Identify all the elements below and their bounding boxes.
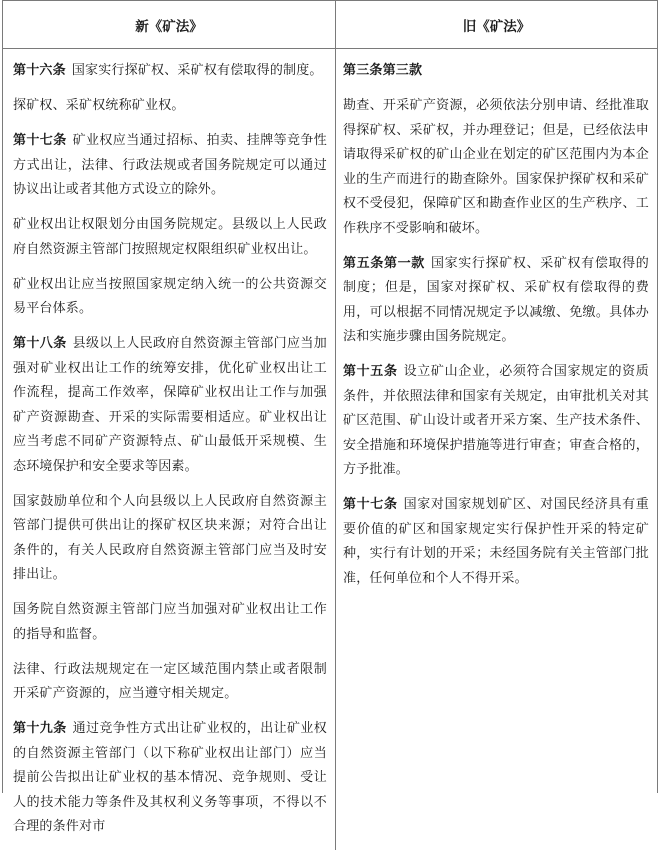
new-law-column-header: 新《矿法》 (3, 1, 336, 49)
comparison-table (2, 0, 658, 834)
article-text: 探矿权、采矿权统称矿业权。 (13, 98, 185, 113)
article-number: 第十九条 (13, 721, 67, 736)
new-law-paragraph (13, 213, 327, 262)
article-number: 第十七条 (343, 497, 398, 512)
old-law-paragraph (343, 493, 649, 591)
old-law-paragraph (343, 59, 649, 84)
article-text: 矿业权出让应当按照国家规定纳入统一的公共资源交易平台体系。 (13, 276, 327, 316)
old-law-column (336, 49, 657, 850)
article-number: 第五条第一款 (343, 255, 425, 271)
article-text: 国家实行探矿权、采矿权有偿取得的制度。 (71, 63, 323, 78)
article-text: 设立矿山企业，必须符合国家规定的资质条件，并依照法律和国家有关规定，由审批机关对其矿区范围、矿山设计或者开采方案、生产技术条件、安全措施和环境保护措施等进行审查；审查合格的，方予批准。 (343, 364, 649, 477)
article-text: 国家对国家规划矿区、对国民经济具有重要价值的矿区和国家规定实行保护性开采的特定矿种，实行有计划的开采；未经国务院有关主管部门批准，任何单位和个人不得开采。 (343, 497, 649, 586)
new-law-paragraph (13, 129, 327, 203)
article-text: 勘查、开采矿产资源，必须依法分别申请、经批准取得探矿权、采矿权，并办理登记；但是，已经依法申请取得采矿权的矿山企业在划定的矿区范围内为本企业的生产而进行的勘查除外。国家保护探矿权和采矿权不受侵犯，保障矿区和勘查作业区的生产秩序、工作秩序不受影响和破坏。 (343, 98, 649, 236)
new-law-paragraph (13, 490, 327, 588)
old-law-paragraph (343, 94, 649, 241)
article-text: 国务院自然资源主管部门应当加强对矿业权出让工作的指导和监督。 (13, 602, 327, 642)
article-text: 县级以上人民政府自然资源主管部门应当加强对矿业权出让工作的统筹安排，优化矿业权出让工作流程，提高工作效率，保障矿业权出让工作与加强矿产资源勘查、开采的实际需要相适应。矿业权出让应当考虑不同矿产资源特点、矿山最低开采规模、生态环境保护和安全要求等因素。 (13, 336, 327, 474)
new-law-paragraph (13, 717, 327, 840)
article-number: 第十五条 (343, 364, 398, 379)
new-law-paragraph (13, 598, 327, 647)
article-text: 矿业权出让权限划分由国务院规定。县级以上人民政府自然资源主管部门按照规定权限组织矿业权出让。 (13, 217, 327, 257)
article-text: 矿业权应当通过招标、拍卖、挂牌等竞争性方式出让，法律、行政法规或者国务院规定可以通过协议出让或者其他方式设立的除外。 (13, 133, 327, 197)
article-text: 国家实行探矿权、采矿权有偿取得的制度；但是，国家对探矿权、采矿权有偿取得的费用，可以根据不同情况规定予以减缴、免缴。具体办法和实施步骤由国务院规定。 (343, 255, 650, 344)
old-law-paragraph (343, 360, 649, 483)
old-law-paragraph (343, 252, 649, 350)
new-law-column (3, 49, 336, 850)
new-law-paragraph (13, 658, 327, 707)
new-law-paragraph (13, 94, 327, 119)
article-number: 第十七条 (13, 133, 67, 148)
article-number: 第十六条 (13, 63, 66, 78)
new-law-paragraph (13, 59, 327, 84)
article-number: 第十八条 (13, 336, 67, 351)
article-number: 第三条第三款 (343, 63, 423, 78)
old-law-column-header: 旧《矿法》 (336, 1, 657, 49)
new-law-paragraph (13, 273, 327, 322)
article-text: 通过竞争性方式出让矿业权的，出让矿业权的自然资源主管部门（以下称矿业权出让部门）应当提前公告拟出让矿业权的基本情况、竞争规则、受让人的技术能力等条件及其权利义务等事项，不得以不合理的条件对市 (13, 721, 327, 834)
article-text: 法律、行政法规规定在一定区域范围内禁止或者限制开采矿产资源的，应当遵守相关规定。 (13, 661, 327, 701)
new-law-paragraph (13, 332, 327, 479)
article-text: 国家鼓励单位和个人向县级以上人民政府自然资源主管部门提供可供出让的探矿权区块来源；对符合出让条件的，有关人民政府自然资源主管部门应当及时安排出让。 (13, 493, 327, 582)
